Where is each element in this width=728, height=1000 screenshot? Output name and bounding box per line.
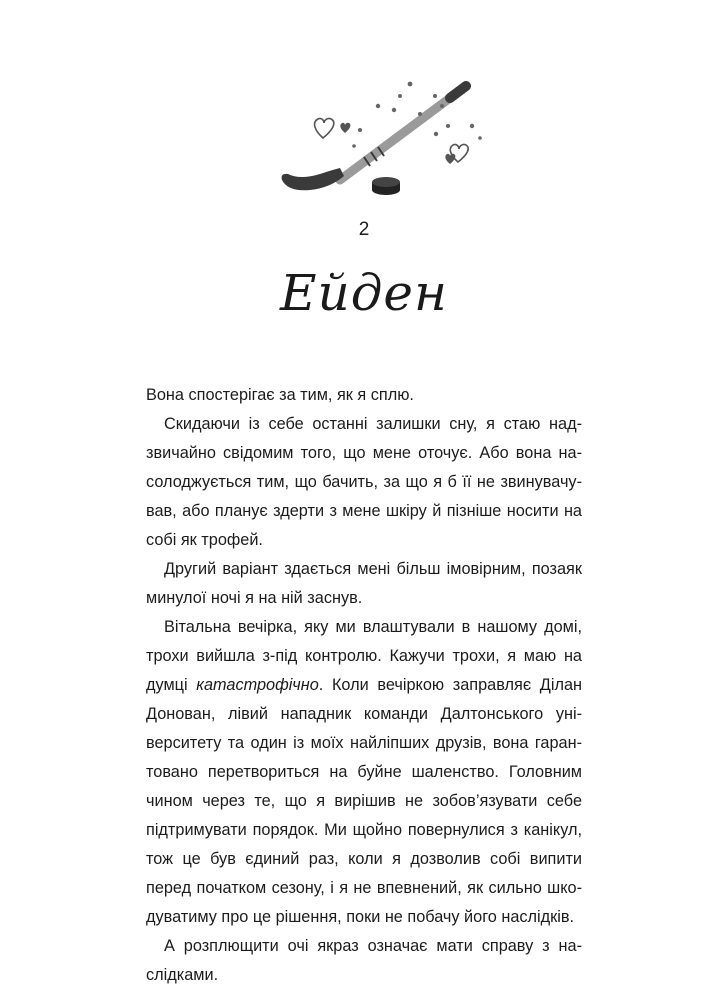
chapter-title: Ейден bbox=[280, 264, 448, 322]
chapter-body bbox=[146, 381, 582, 990]
puck-icon bbox=[372, 177, 400, 195]
paragraph bbox=[146, 613, 582, 932]
emphasized-word: катастрофічно bbox=[196, 676, 319, 694]
paragraph: Другий варіант здається мені більш імовірним, позаяк минулої ночі я на ній заснув. bbox=[146, 560, 582, 607]
heart-icon bbox=[315, 118, 334, 138]
heart-icon bbox=[340, 123, 350, 133]
chapter-number: 2 bbox=[358, 219, 370, 240]
paragraph-text: . Коли вечіркою заправляє Ділан Донован, лівий нападник команди Далтонського університету та один із моїх найліпших друзів, вона гарантовано перетвориться на буйне шаленство. Головним чином через те, що я вирішив не зобов’язувати себе підтримувати порядок. Ми щойно повернулися з канікул, тож це був єдиний раз, коли я дозволив собі випити перед початком сезону, і я не впевнений, як сильно шкодуватиму про це рішення, поки не побачу його наслідків. bbox=[146, 676, 582, 926]
hockey-ornament bbox=[270, 76, 490, 206]
paragraph: А розплющити очі якраз означає мати справу з наслідками. bbox=[146, 937, 582, 984]
paragraph: Вона спостерігає за тим, як я сплю. bbox=[146, 386, 414, 404]
paragraph-text: Вітальна вечірка, яку ми влаштували в нашому домі, трохи вийшла з-під контролю. Кажучи трохи, я маю на думці bbox=[146, 618, 582, 694]
paragraph: Скидаючи із себе останні залишки сну, я стаю надзвичайно свідомим того, що мене оточує. Або вона насолоджується тим, що бачить, за що я б її не звинувачував, або планує здерти з мене шкіру й пізніше носити на собі як трофей. bbox=[146, 415, 582, 549]
heart-icon bbox=[445, 154, 455, 164]
hockey-stick-icon bbox=[282, 86, 466, 190]
